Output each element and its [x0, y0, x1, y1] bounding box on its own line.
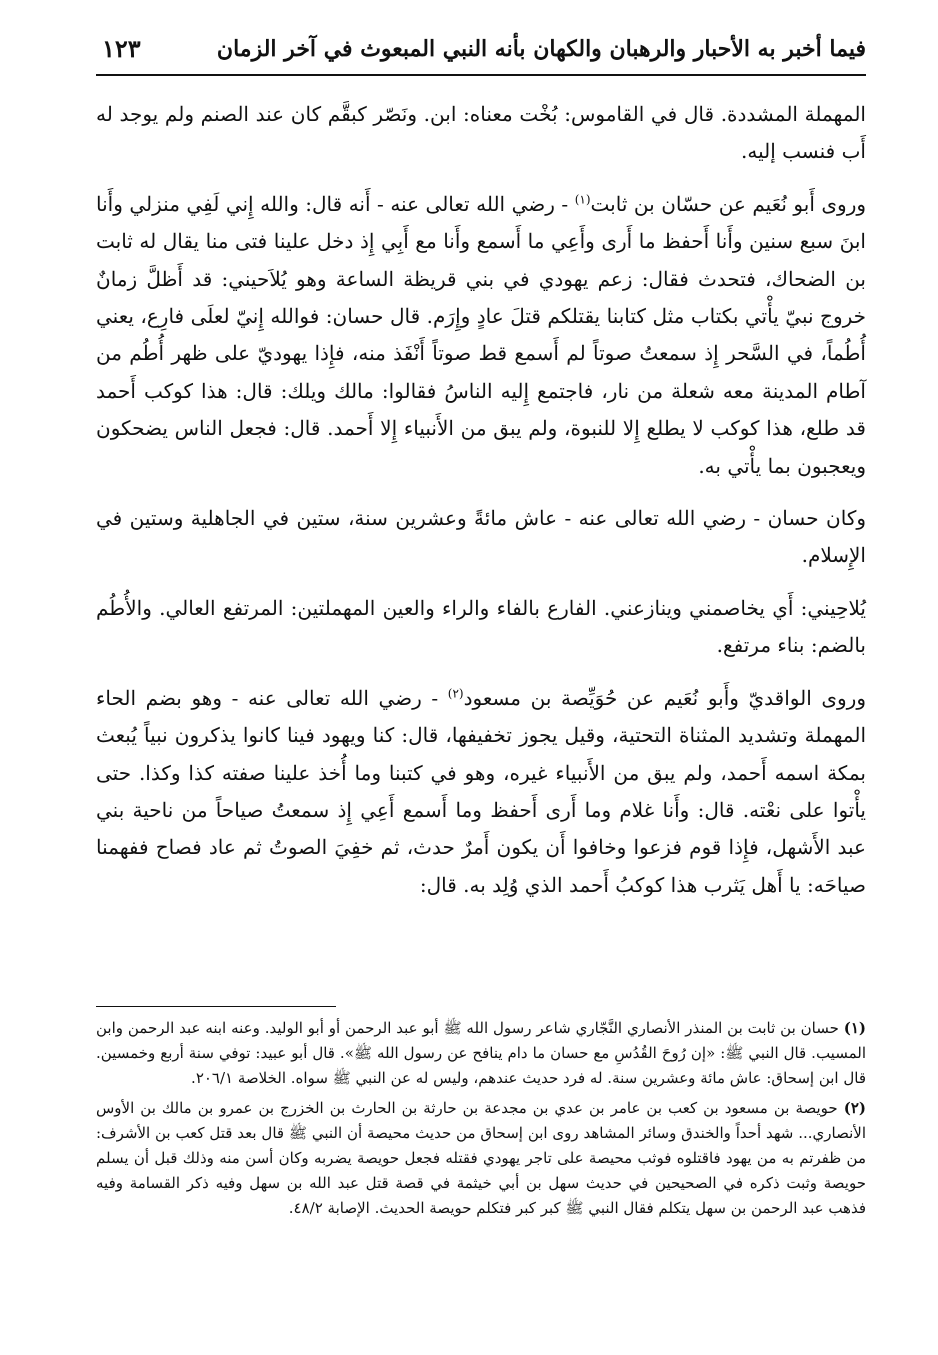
paragraph-1: المهملة المشددة. قال في القاموس: بُخْت معناه: ابن. ونَصّر كبقَّم كان عند الصنم ولم يوجد له أَب فنسب إليه.: [96, 102, 866, 164]
paragraph-2-rest: - رضي الله تعالى عنه - أَنه قال: والله إِني لَفِي منزلي وأَنا ابنَ سبع سنين وأَنا أَحفظ ما أَرى وأَعِي ما أَسمع وأَنا مع أَبِي إِذ دخل علينا فتى منا يقال له ثابت بن الضحاك، فتحدث فقال: زعم يهودي في بني قريظة الساعة وهو يُلاَحيني: قد أَظلَّ زمانٌ خروج نبيّ يأْتي بكتاب مثل كتابنا يقتلكم قتلَ عادٍ وإِرَم. قال حسان: فوالله إِنيّ لعلَى فارِع، يعني أُطُماً، في السَّحر إِذ سمعتُ صوتاً لم أَسمع قط صوتاً أَنْفَذ منه، فإِذا يهوديّ على ظهر أُطُم من آطام المدينة معه شعلة من نار، فاجتمع إِليه الناسُ فقالوا: مالك ويلك: قال: هذا كوكب أَحمد قد طلع، هذا كوكب لا يطلع إِلا للنبوة، ولم يبق من الأَنبياء إِلا أَحمد. قال: فجعل الناس يضحكون ويعجبون بما يأْتي به.: [96, 191, 866, 478]
footnote-mark-1: (١): [574, 192, 591, 207]
footnotes: [96, 1016, 866, 1226]
footnote-divider: [96, 1006, 336, 1007]
paragraph-5: [96, 680, 866, 904]
paragraph-5-rest: - رضي الله تعالى عنه - وهو بضم الحاء المهملة وتشديد المثناة التحتية، وقيل يجوز تخفيفها، قال: كنا ويهود فينا كانوا يذكرون نبياً يُبعث بمكة اسمه أَحمد، ولم يبق من الأَنبياء غيره، وهو في كتبنا وما أُخذ علينا صفته كذا وكذا. حتى يأْتوا على نعْته. قال: وأَنا غلام وما أَرى أَحفظ وما أَسمع أَعِي إِذ سمعتُ صياحاً من ناحية بني عبد الأَشهل، فإِذا قوم فزعوا وخافوا أَن يكون أَمرٌ حدث، ثم خفِيَ الصوتُ ثم عاد فصاح ففهمنا صياحَه: يا أَهل يَثرب هذا كوكبُ أَحمد الذي وُلِد به. قال:: [96, 685, 866, 897]
footnote-1-number: (١): [843, 1019, 866, 1037]
running-header: [96, 26, 866, 76]
paragraph-2-lead: وروى أَبو نُعَيم عن حسّان بن ثابت: [590, 191, 867, 216]
paragraph-3: وكان حسان - رضي الله تعالى عنه - عاش مائةً وعشرين سنة، ستين في الجاهلية وستين في الإِسلام.: [96, 506, 866, 568]
footnote-2-text: حويصة بن مسعود بن كعب بن عامر بن عدي بن مجدعة بن حارثة بن الحارث بن الخزرج بن عمرو بن مالك بن الأوس الأنصاري... شهد أحداً والخندق وسائر المشاهد روى ابن إسحاق من حديث محيصة أن النبي ﷺ قال بعد قتل كعب بن الأشرف: من ظفرتم به من يهود فاقتلوه فوثب محيصة على تاجر يهودي فقتله فجعل حويصة يضربه وكان أسن منه وذلك قبل أن يسلم حويصة وثبت ذكره في الصحيحين في حديث سهل بن أبي خيثمة في قصة قتل عبد الله بن سهل وفيه ذكر القسامة وفيه فذهب عبد الرحمن بن سهل يتكلم فقال النبي ﷺ كبر كبر فتكلم حويصة الحديث. الإصابة ٤٨/٢.: [96, 1098, 866, 1218]
footnote-1-text: حسان بن ثابت بن المنذر الأنصاري النَّجّاري شاعر رسول الله ﷺ أبو عبد الرحمن أو أبو الوليد. وعنه ابنه عبد الرحمن وابن المسيب. قال النبي ﷺ: «إن رُوحَ القُدُسِ مع حسان ما دام ينافح عن رسول الله ﷺ». قال أبو عبيد: توفي سنة أربع وخمسين. قال ابن إسحاق: عاش مائة وعشرين سنة. له فرد حديث عندهم، وليس له عن النبي ﷺ سواه. الخلاصة ٢٠٦/١.: [96, 1019, 866, 1088]
paragraph-2: [96, 186, 866, 485]
header-title: فيما أخبر به الأحبار والرهبان والكهان بأنه النبي المبعوث في آخر الزمان: [216, 36, 866, 62]
main-text: [96, 96, 866, 919]
page-number: ١٢٣: [102, 34, 141, 63]
footnote-2-number: (٢): [843, 1098, 866, 1117]
footnote-mark-2: (٢): [447, 686, 464, 701]
paragraph-5-lead: وروى الواقديّ وأَبو نُعَيم عن حُوَيِّصة بن مسعود: [463, 685, 867, 710]
footnote-1: [96, 1016, 866, 1092]
paragraph-4: يُلاحِيني: أَي يخاصمني وينازعني. الفارع بالفاء والراء والعين المهملتين: المرتفع العالي. والأُطُم بالضم: بناء مرتفع.: [96, 595, 866, 658]
footnote-2: [96, 1096, 866, 1222]
